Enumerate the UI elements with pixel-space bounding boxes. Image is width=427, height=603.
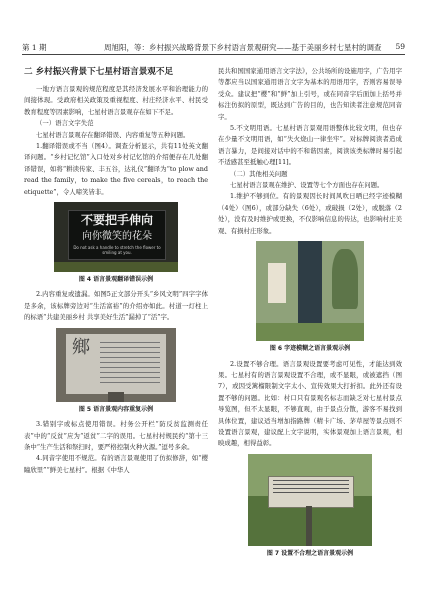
figure-6	[218, 241, 402, 354]
paragraph: 5.不文明用语。七星村语言景观用语整体比较文明，但也存在少量不文明用语，如“失火烧山一律坐牢”。对标牌阅读者造成语言暴力，是间接对话中的不和谐因素，阅读该类标牌时易引起不适感甚至抵触心理[11]。	[218, 124, 402, 167]
stone-board	[66, 334, 166, 394]
page-number: 59	[395, 42, 405, 51]
paragraph: 七星村语言景观在维护、设置等七个方面也存在问题。	[230, 181, 384, 190]
figure-7	[218, 454, 402, 559]
figure-caption: 图 4 语言景观翻译错误示例	[78, 276, 154, 284]
sign-board	[68, 210, 166, 260]
grass	[54, 262, 178, 272]
sign-text-lines	[273, 480, 349, 496]
paragraph: 2.设置不够合理。语言景观设置要考虑可见性，才能达到效果。七星村有的语言景观设置不合理，或不显眼，或被遮挡（图7），或因受篱榴限制文字太小、宣传效果大打折扣。此外还有设置不够的问题。比如：村口只有景观名标志而缺乏对七星村景点导览图，但不太显眼，不够直观，由于景点分散，游客不易找到具体位置，建议适当增加指路牌（精卡广场、茅草屋等景点则不设置语言景观，建议配上文字说明，实体景观加上语言景观，相映成趣，相得益彰。	[218, 359, 402, 448]
figure-caption: 图 6 字迹模糊之语言景观示例	[269, 345, 351, 353]
running-title: 周旭阳，等：乡村振兴战略背景下乡村语言景观研究——基于美丽乡村七星村的调查	[104, 43, 382, 52]
issue-number: 第 1 期	[22, 43, 47, 52]
paragraph: 2.内容重复或遗漏。如图5正文部分开头“乡风文明”四字字体是多余，该标牌旁边对“生活富裕”的介绍亦如此。村道一灯柱上的标语“共建美丽乡村 共享美好生活”漏掉了“活”字。	[24, 290, 208, 322]
hidden-sign-photo	[248, 454, 372, 546]
sign-text-line3: Do not ask a handle to stretch the flower to smiling at you.	[73, 245, 161, 256]
paragraph: 1.维护不够到位。有的景观因长时间风吹日晒已经字迹模糊（4处）（图6），或部分缺失（6处），或破损（2处），或脱落（2处），没有及时维护或更换，不仅影响信息的传达，也影响村庄美观、有损村庄形象。	[218, 192, 402, 235]
ground	[256, 323, 364, 341]
sign-text-line2: 向你微笑的花朵	[82, 231, 152, 243]
paragraph: 七星村语言景观存在翻译错误、内容重复等五种问题。	[36, 130, 190, 139]
page-header	[22, 40, 405, 55]
figure-caption: 图 5 语言景观内容重复示例	[78, 405, 154, 413]
figure-5	[24, 328, 208, 415]
left-column	[24, 66, 208, 476]
board-text-lines	[100, 342, 160, 386]
faded-tag	[268, 263, 286, 303]
tree	[332, 249, 358, 309]
post-photo	[256, 241, 364, 341]
sign-stake	[306, 506, 312, 546]
board-photo	[56, 328, 176, 402]
paragraph: 4.同音字使用不规范。有的语言景观使用了仿拟修辞，如“樱瞳欣里”“鲜美七星村”。根据《中华人	[24, 454, 208, 474]
paragraph: 3.错别字或标点使用错误。村务公开栏“防反贫监测责任表”中的“反贫”应为“返贫”二字的误用。七星村村规民约“第十三条中“生产生活和祭扫时，要严格控制火种火源。”逗号多余。	[24, 420, 208, 451]
subsection-heading: （二）其他相关问题	[230, 169, 288, 178]
paragraph: 民共和国国家通用语言文字法》，公共场所的设施用字，广告用字等都应当以国家通用语言文字为基本的用语用字，否则容易误导受众。建议把“樱”和“鲜”加上引号，或在同音字后面加上括号并标注仿拟的原型，既达到广告的目的，也告知读者注意规范同音字。	[218, 67, 402, 121]
sign-photo	[54, 202, 178, 272]
right-column	[218, 66, 402, 563]
paragraph: 1.翻译错误或不当（图4）。调查分析显示，共有11处英文翻译问题。“乡村记忆馆”入口处对乡村记忆馆的介绍便存在几处翻译错误，如将“耕读传家、丰五谷，达礼仪”翻译为“to plow and read the family，to make the five cereals，to reach the etiquette”，令人啼笑皆非。	[24, 142, 208, 196]
sign-board	[268, 476, 354, 508]
figure-caption: 图 7 设置不合理之语言景观示例	[266, 549, 354, 557]
calligraphy-glyph: 鄉	[72, 336, 90, 358]
pedestal	[108, 392, 124, 402]
subsection-heading: （一）语言文字失范	[36, 119, 94, 128]
section-heading: 二 乡村振兴背景下七星村语言景观不足	[24, 67, 174, 77]
paragraph: 一地方语言景观的规范程度是其经济发展水平和治理能力的间接体现。受政府相关政策及重视程度、村庄经济水平、村民受教育程度等因素影响，七星村语言景观存在如下不足。	[24, 85, 208, 116]
sign-text-line1: 不要把手伸向	[80, 213, 153, 228]
figure-4	[24, 202, 208, 285]
